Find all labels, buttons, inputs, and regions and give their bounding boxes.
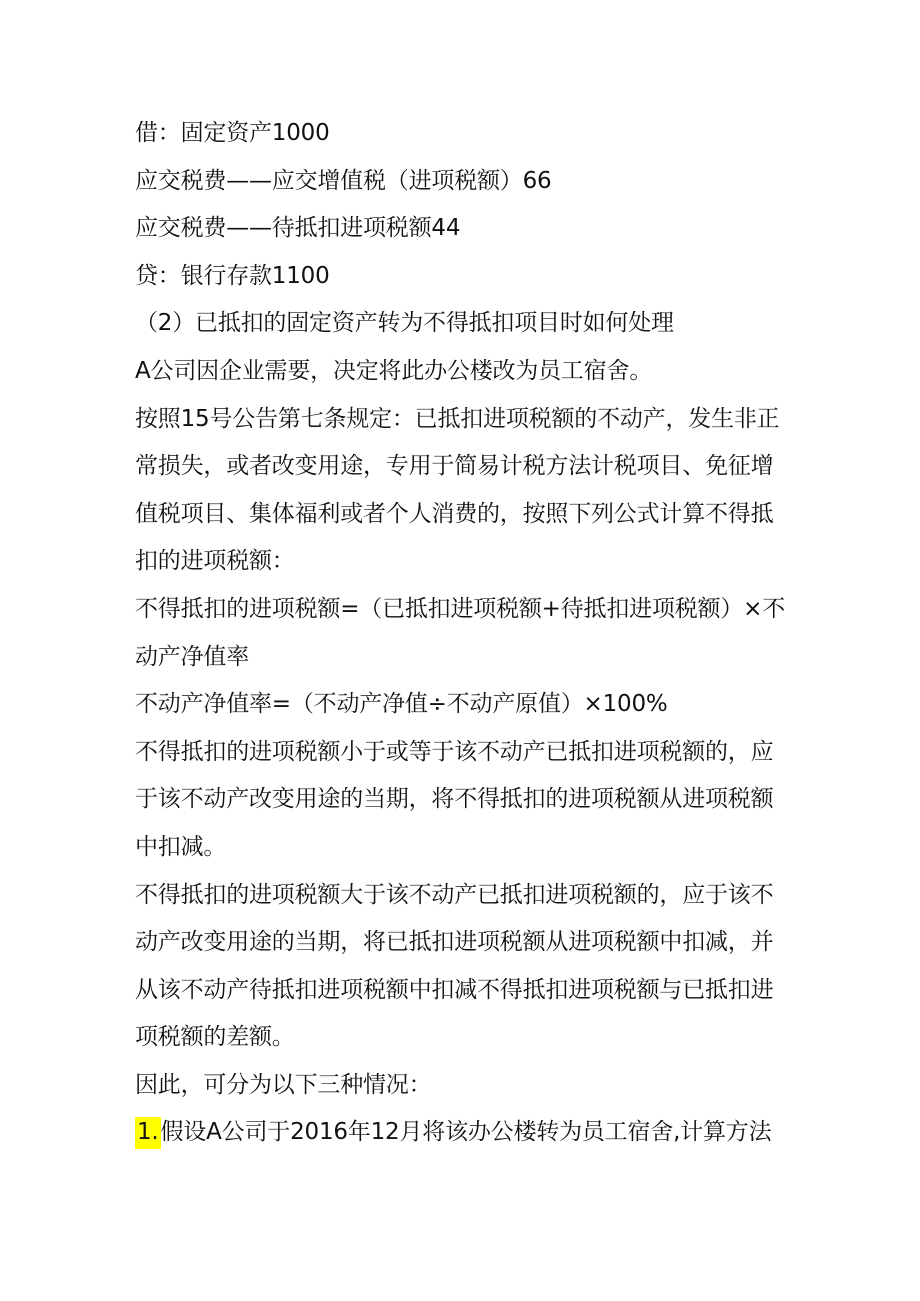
deferred-input-vat-line: 应交税费——待抵扣进项税额44 [135,215,461,242]
rule-paragraph [135,396,791,586]
greater-paragraph-row: 项税额的差额。 [135,1024,295,1051]
input-vat-line: 应交税费——应交增值税（进项税额）66 [135,167,552,194]
greater-paragraph-row: 从该不动产待抵扣进项税额中扣减不得抵扣进项税额与已抵扣进 [135,976,774,1003]
greater-paragraph [135,872,791,1062]
case-1-number-highlight: 1. [135,1117,161,1149]
rule-paragraph-row: 按照15号公告第七条规定：已抵扣进项税额的不动产，发生非正 [135,405,780,432]
greater-paragraph-row: 动产改变用途的当期，将已抵扣进项税额从进项税额中扣减，并 [135,929,774,956]
cases-intro: 因此，可分为以下三种情况： [135,1071,432,1098]
debit-fixed-assets-line: 借：固定资产1000 [135,120,330,146]
less-paragraph-row: 不得抵扣的进项税额小于或等于该不动产已抵扣进项税额的，应 [135,738,774,765]
section-heading-2: （2）已抵扣的固定资产转为不得抵扣项目时如何处理 [135,310,674,337]
rule-paragraph-row: 扣的进项税额： [135,548,295,575]
less-paragraph-row: 中扣减。 [135,833,227,860]
rule-paragraph-row: 常损失，或者改变用途，专用于简易计税方法计税项目、免征增 [135,453,774,480]
case-1-text: 假设A公司于2016年12月将该办公楼转为员工宿舍,计算方法 [160,1119,772,1146]
formula-net-value-rate: 不动产净值率=（不动产净值÷不动产原值）×100% [135,691,668,718]
case-1-line [135,1109,791,1157]
formula-nondeductible-paragraph [135,586,791,681]
greater-paragraph-row: 不得抵扣的进项税额大于该不动产已抵扣进项税额的，应于该不 [135,881,774,908]
less-paragraph-row: 于该不动产改变用途的当期，将不得抵扣的进项税额从进项税额 [135,786,774,813]
formula-row: 动产净值率 [135,643,250,670]
credit-bank-deposit-line: 贷：银行存款1100 [135,262,330,289]
less-or-equal-paragraph [135,729,791,872]
document-body [135,110,791,1157]
company-decision-line: A公司因企业需要，决定将此办公楼改为员工宿舍。 [135,357,653,384]
rule-paragraph-row: 值税项目、集体福利或者个人消费的，按照下列公式计算不得抵 [135,500,774,527]
formula-row: 不得抵扣的进项税额=（已抵扣进项税额+待抵扣进项税额）×不 [135,595,786,622]
